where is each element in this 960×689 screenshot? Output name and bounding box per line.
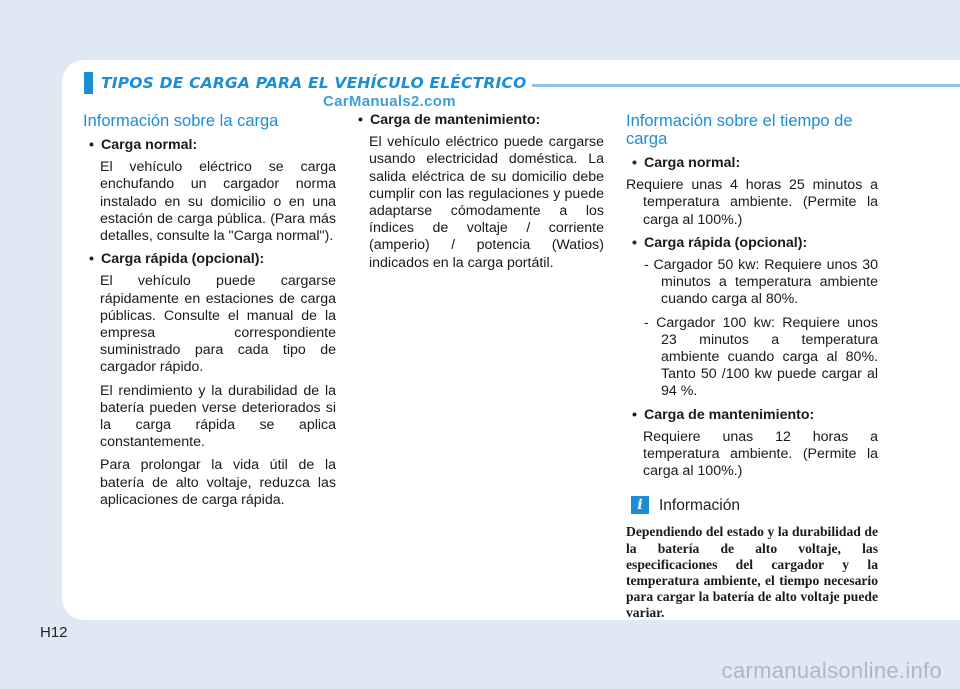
text-normal-charge: El vehículo eléctrico se carga enchufando un cargador norma instalado en su domicilio o en una estación de carga pública. (Para más detalles, consulte la "Carga normal"). [100, 159, 336, 245]
label-time-fast: Carga rápida (opcional): [644, 234, 808, 251]
bullet-time-normal: • Carga normal: [632, 155, 741, 171]
footer-site-watermark: carmanualsonline.info [721, 658, 942, 683]
info-text: Dependiendo del estado y la durabilidad de la batería de alto voltaje, las especificaciones del cargador y la temperatura ambiente, el tiempo necesario para cargar la batería de alto voltaje puede variar. [626, 524, 878, 621]
column-charge-info [83, 112, 336, 515]
bullet-normal-charge: • Carga normal: [89, 137, 198, 153]
text-fast-charge-durability: El rendimiento y la durabilidad de la batería pueden verse deteriorados si la carga rápida se aplica constantemente. [100, 382, 336, 451]
section-header [84, 70, 960, 96]
column-maintenance [352, 112, 604, 278]
text-time-fast-50kw: - Cargador 50 kw: Requiere unos 30 minutos a temperatura ambiente cuando carga al 80%. [644, 257, 878, 308]
bullet-time-fast: • Carga rápida (opcional): [632, 234, 808, 251]
header-rule [532, 84, 960, 87]
bullet-maintenance-charge: • Carga de mantenimiento: [358, 112, 541, 128]
text-fast-charge-advice: Para prolongar la vida útil de la batería de alto voltaje, reduzca las aplicaciones de carga rápida. [100, 457, 336, 508]
watermark: CarManuals2.com [323, 93, 456, 110]
column-charge-time [626, 112, 878, 622]
heading-charge-info: Información sobre la carga [83, 112, 279, 130]
info-title: Información [659, 496, 740, 514]
label-time-maintenance: Carga de mantenimiento: [644, 406, 815, 423]
label-fast-charge: Carga rápida (opcional): [101, 251, 265, 268]
text-fast-charge: El vehículo puede cargarse rápidamente en estaciones de carga públicas. Consulte el manual de la empresa correspondiente suministrado para cada tipo de cargador rápido. [100, 273, 336, 376]
header-accent-bar [84, 72, 93, 94]
label-time-normal: Carga normal: [644, 155, 741, 171]
section-title: TIPOS DE CARGA PARA EL VEHÍCULO ELÉCTRICO [101, 74, 527, 92]
label-normal-charge: Carga normal: [101, 137, 198, 153]
label-maintenance-charge: Carga de mantenimiento: [370, 112, 541, 128]
text-time-normal: Requiere unas 4 horas 25 minutos a temperatura ambiente. (Permite la carga al 100%.) [626, 177, 878, 228]
info-icon: i [631, 496, 649, 514]
page-number: H12 [40, 624, 68, 641]
bullet-fast-charge: • Carga rápida (opcional): [89, 251, 265, 268]
bullet-time-maintenance: • Carga de mantenimiento: [632, 406, 815, 423]
text-time-fast-100kw: - Cargador 100 kw: Requiere unos 23 minutos a temperatura ambiente cuando carga al 80%. Tanto 50 /100 kw puede cargar al 94 %. [644, 314, 878, 400]
heading-charge-time: Información sobre el tiempo de carga [626, 112, 853, 148]
text-maintenance-charge: El vehículo eléctrico puede cargarse usando electricidad doméstica. La salida eléctrica de su domicilio debe cumplir con las regulaciones y puede adaptarse cómodamente a los índices de voltaje / corriente (amperio) / potencia (Watios) indicados en la carga portátil. [369, 134, 604, 271]
info-header [626, 496, 878, 514]
text-time-maintenance: Requiere unas 12 horas a temperatura ambiente. (Permite la carga al 100%.) [643, 428, 878, 480]
